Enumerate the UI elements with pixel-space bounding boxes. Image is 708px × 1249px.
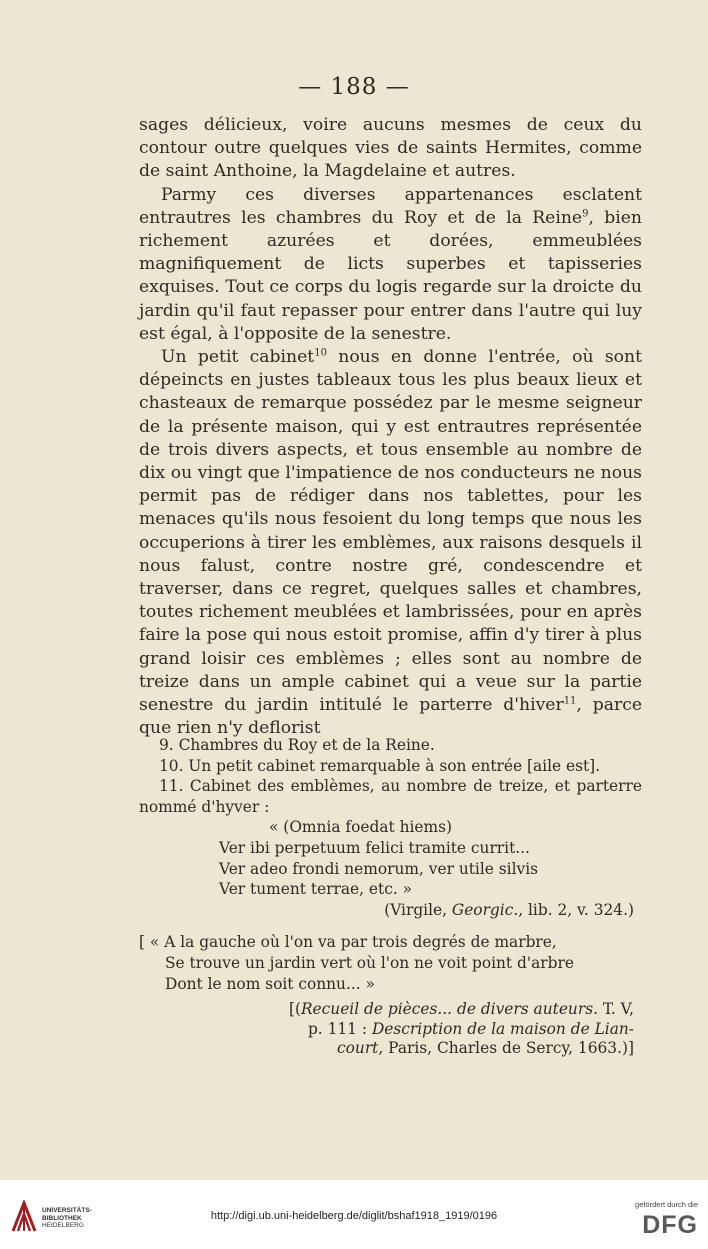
attribution-work: Georgic. (451, 900, 519, 919)
paragraph-2-text-b: , bien richement azurées et dorées, emmeublées magnifiquement de licts superbes et tapisseries exquises. Tout ce corps du logis regarde sur la droicte du jardin qu'il faut repasser pour entrer dans l'autre qui luy est égal, à l'opposite de la senestre. (139, 207, 642, 344)
source-url-link[interactable]: http://digi.ub.uni-heidelberg.de/diglit/bshaf1918_1919/0196 (210, 1210, 498, 1222)
footnote-10: 10. Un petit cabinet remarquable à son entrée [aile est]. (159, 756, 601, 775)
french-verse (139, 932, 642, 994)
paragraph-1: sages délicieux, voire aucuns mesmes de ceux du contour outre quelques vies de saints Hermites, comme de saint Anthoine, la Magdelaine et autres. (139, 115, 642, 182)
french-verse-line: Dont le nom soit connu... » (165, 974, 375, 993)
library-name-line: HEIDELBERG (42, 1222, 84, 1229)
paragraph-3-text-a: Un petit cabinet (161, 347, 315, 368)
page-number: — 188 — (298, 74, 410, 100)
footnote-ref-11: 11 (563, 695, 577, 707)
footnote-ref-9: 9 (582, 208, 589, 220)
paragraph-2 (139, 184, 642, 346)
library-name-line: UNIVERSITÄTS- (42, 1207, 92, 1214)
paragraph-3-text-b: nous en donne l'entrée, où sont dépeincts en justes tableaux tous les plus beaux lieux et chasteaux de remarque possédez par le mesme seigneur de la présente maison, qui y est entrautres représentée de trois divers aspects, et tous ensemble au nombre de dix ou vingt que l'impatience de nos conducteurs ne nous permit pas de rédiger dans nos tablettes, pour les menaces qu'ils nous fesoient du long temps que nous les occuperions à tirer les emblèmes, aux raisons desquels il nous falust, contre nostre gré, condescendre et traverser, dans ce regret, quelques salles et chambres, toutes richement meublées et lambrissées, pour en après faire la pose qui nous estoit promise, affin d'y tirer à plus grand loisir ces emblèmes ; elles sont au nombre de treize dans un ample cabinet qui a veue sur la partie senestre du jardin intitulé le parterre d'hiver (139, 347, 642, 716)
attribution-prefix: (Virgile, (384, 900, 452, 919)
citation-volume: . T. V, (593, 1000, 634, 1019)
paragraph-3 (139, 346, 642, 740)
verse-line: Ver adeo frondi nemorum, ver utile silvis (219, 859, 539, 878)
viewer-footer (0, 1180, 708, 1249)
french-verse-line: [ « A la gauche où l'on va par trois degrés de marbre, (139, 933, 557, 952)
dfg-logo: DFG (642, 1211, 698, 1239)
paragraph-3-text-c: , parce que rien n'y deflorist (139, 695, 642, 739)
verse-line: « (Omnia foedat hiems) (269, 818, 453, 837)
source-citation (139, 1000, 642, 1059)
footnote-9: 9. Chambres du Roy et de la Reine. (159, 736, 435, 754)
verse-line: Ver tument terrae, etc. » (219, 880, 413, 899)
attribution-suffix: , lib. 2, v. 324.) (518, 900, 634, 919)
citation-title: Recueil de pièces... de divers auteurs (300, 1000, 594, 1019)
body-text (139, 114, 642, 740)
sponsor-label: gefördert durch die (635, 1200, 698, 1209)
verse-attribution (139, 900, 642, 921)
verse-line: Ver ibi perpetuum felici tramite currit... (219, 838, 530, 857)
citation-publisher: , Paris, Charles de Sercy, 1663.)] (378, 1039, 634, 1058)
footnote-ref-10: 10 (314, 347, 327, 359)
citation-page: p. 111 : (307, 1019, 372, 1038)
latin-verse (219, 817, 642, 899)
citation-subtitle: Description de la maison de Lian- (371, 1019, 634, 1038)
french-verse-line: Se trouve un jardin vert où l'on ne voit point d'arbre (165, 953, 574, 972)
footnotes (139, 735, 642, 1059)
citation-bracket: [( (288, 1000, 301, 1019)
citation-subtitle-end: court (337, 1039, 379, 1058)
paragraph-2-text-a: Parmy ces diverses appartenances esclatent entrautres les chambres du Roy et de la Reine (139, 184, 642, 228)
footnote-11: 11. Cabinet des emblèmes, au nombre de treize, et parterre nommé d'hyver : (139, 777, 642, 816)
library-name-line: BIBLIOTHEK (42, 1214, 82, 1222)
